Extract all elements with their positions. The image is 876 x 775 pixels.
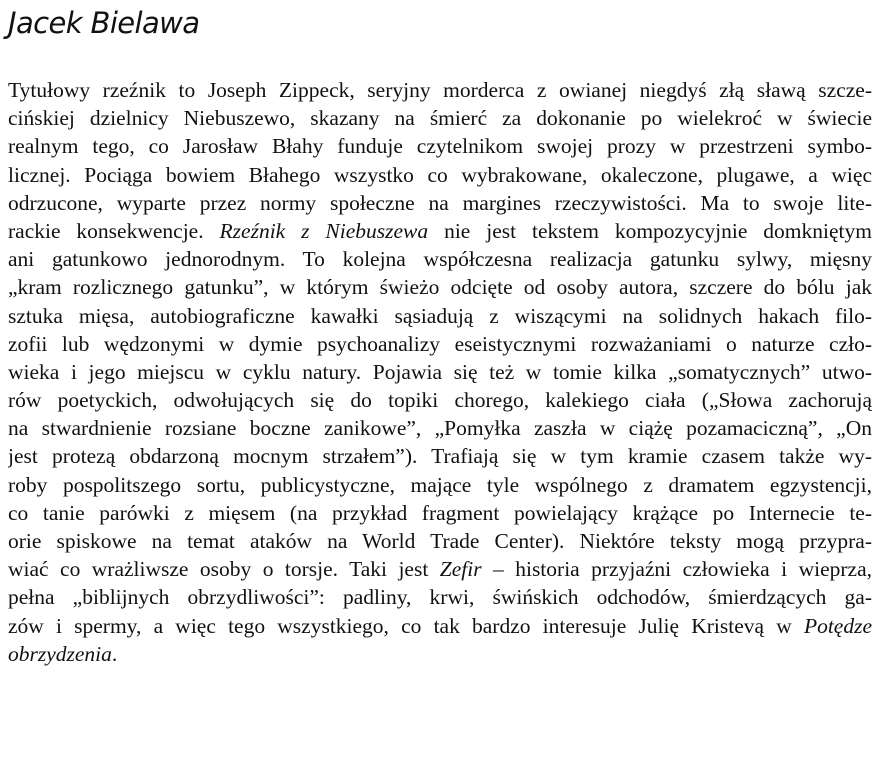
line-text: Tytułowy rzeźnik to Joseph Zippeck, seryjny morderca z owianej niegdyś złą sławą szcze- xyxy=(8,78,872,102)
line-text: . xyxy=(111,641,118,666)
line-text: orie spiskowe na temat ataków na World Trade Center). Niektóre teksty mogą przypra- xyxy=(8,529,872,553)
paragraph-line xyxy=(8,76,872,104)
paragraph-line xyxy=(8,583,872,611)
paragraph-line xyxy=(8,442,872,470)
line-text: na stwardnienie rozsiane boczne zanikowe”, „Pomyłka zaszła w ciążę pozamaciczną”, „On xyxy=(8,416,872,441)
italic-title-text: obrzydzenia xyxy=(8,641,112,666)
italic-title-text: Potędze xyxy=(803,613,872,638)
line-text: wiać co wrażliwsze osoby o torsje. Taki jest xyxy=(8,557,440,582)
review-paragraph xyxy=(8,76,872,668)
paragraph-line xyxy=(8,527,872,555)
line-text: odrzucone, wyparte przez normy społeczne na margines rzeczywistości. Ma to swoje lite- xyxy=(8,190,872,215)
line-text: wieka i jego miejscu w cyklu natury. Pojawia się też w tomie kilka „somatycznych” utwo- xyxy=(8,359,872,384)
paragraph-line xyxy=(8,499,872,527)
line-text: pełna „biblijnych obrzydliwości”: padliny, krwi, świńskich odchodów, śmierdzących ga- xyxy=(8,585,872,610)
line-text: roby pospolitszego sortu, publicystyczne, mające tyle wspólnego z dramatem egzystencji, xyxy=(8,472,872,497)
paragraph-line xyxy=(8,358,872,386)
line-text: jest protezą obdarzoną mocnym strzałem”). Trafiają się w tym kramie czasem także wy- xyxy=(8,444,872,469)
paragraph-line xyxy=(8,471,872,499)
italic-title-text: Zefir xyxy=(439,557,482,582)
line-text: zofii lub wędzonymi w dymie psychoanalizy eseistycznymi rozważaniami o naturze czło- xyxy=(8,331,872,356)
line-text: rackie konsekwencje. xyxy=(8,218,220,243)
paragraph-line xyxy=(8,104,872,132)
paragraph-line xyxy=(8,386,872,414)
paragraph-line xyxy=(8,555,872,583)
line-text: nie jest tekstem kompozycyjnie domkniętym xyxy=(428,218,872,243)
paragraph-line xyxy=(8,132,872,160)
italic-title-text: Rzeźnik z Niebuszewa xyxy=(219,218,429,243)
line-text: ani gatunkowo jednorodnym. To kolejna współczesna realizacja gatunku sylwy, mięsny xyxy=(8,247,872,272)
paragraph-line xyxy=(8,330,872,358)
line-text: cińskiej dzielnicy Niebuszewo, skazany na śmierć za dokonanie po wielekroć w świecie xyxy=(8,106,872,131)
line-text: „kram rozlicznego gatunku”, w którym świeżo odcięte od osoby autora, szczere do bólu jak xyxy=(8,275,872,300)
paragraph-line xyxy=(8,161,872,189)
line-text: realnym tego, co Jarosław Błahy funduje czytelnikom swojej prozy w przestrzeni symbo- xyxy=(8,134,872,159)
line-text: rów poetyckich, odwołujących się do topiki chorego, kalekiego ciała („Słowa zachorują xyxy=(8,388,872,413)
line-text: licznej. Pociąga bowiem Błahego wszystko co wybrakowane, okaleczone, plugawe, a więc xyxy=(8,162,872,187)
paragraph-line xyxy=(8,273,872,301)
author-heading: Jacek Bielawa xyxy=(8,6,200,40)
line-text: sztuka mięsa, autobiograficzne kawałki sąsiadują z wiszącymi na solidnych hakach filo- xyxy=(8,303,872,328)
paragraph-line xyxy=(8,217,872,245)
paragraph-line xyxy=(8,189,872,217)
paragraph-line xyxy=(8,612,872,640)
line-text: – historia przyjaźni człowieka i wieprza, xyxy=(481,557,872,582)
paragraph-line xyxy=(8,302,872,330)
line-text: co tanie parówki z mięsem (na przykład fragment powielający krążące po Internecie te- xyxy=(8,500,872,525)
paragraph-line xyxy=(8,640,872,668)
paragraph-line xyxy=(8,414,872,442)
line-text: zów i spermy, a więc tego wszystkiego, co tak bardzo interesuje Julię Kristevą w xyxy=(8,613,804,638)
paragraph-line xyxy=(8,245,872,273)
